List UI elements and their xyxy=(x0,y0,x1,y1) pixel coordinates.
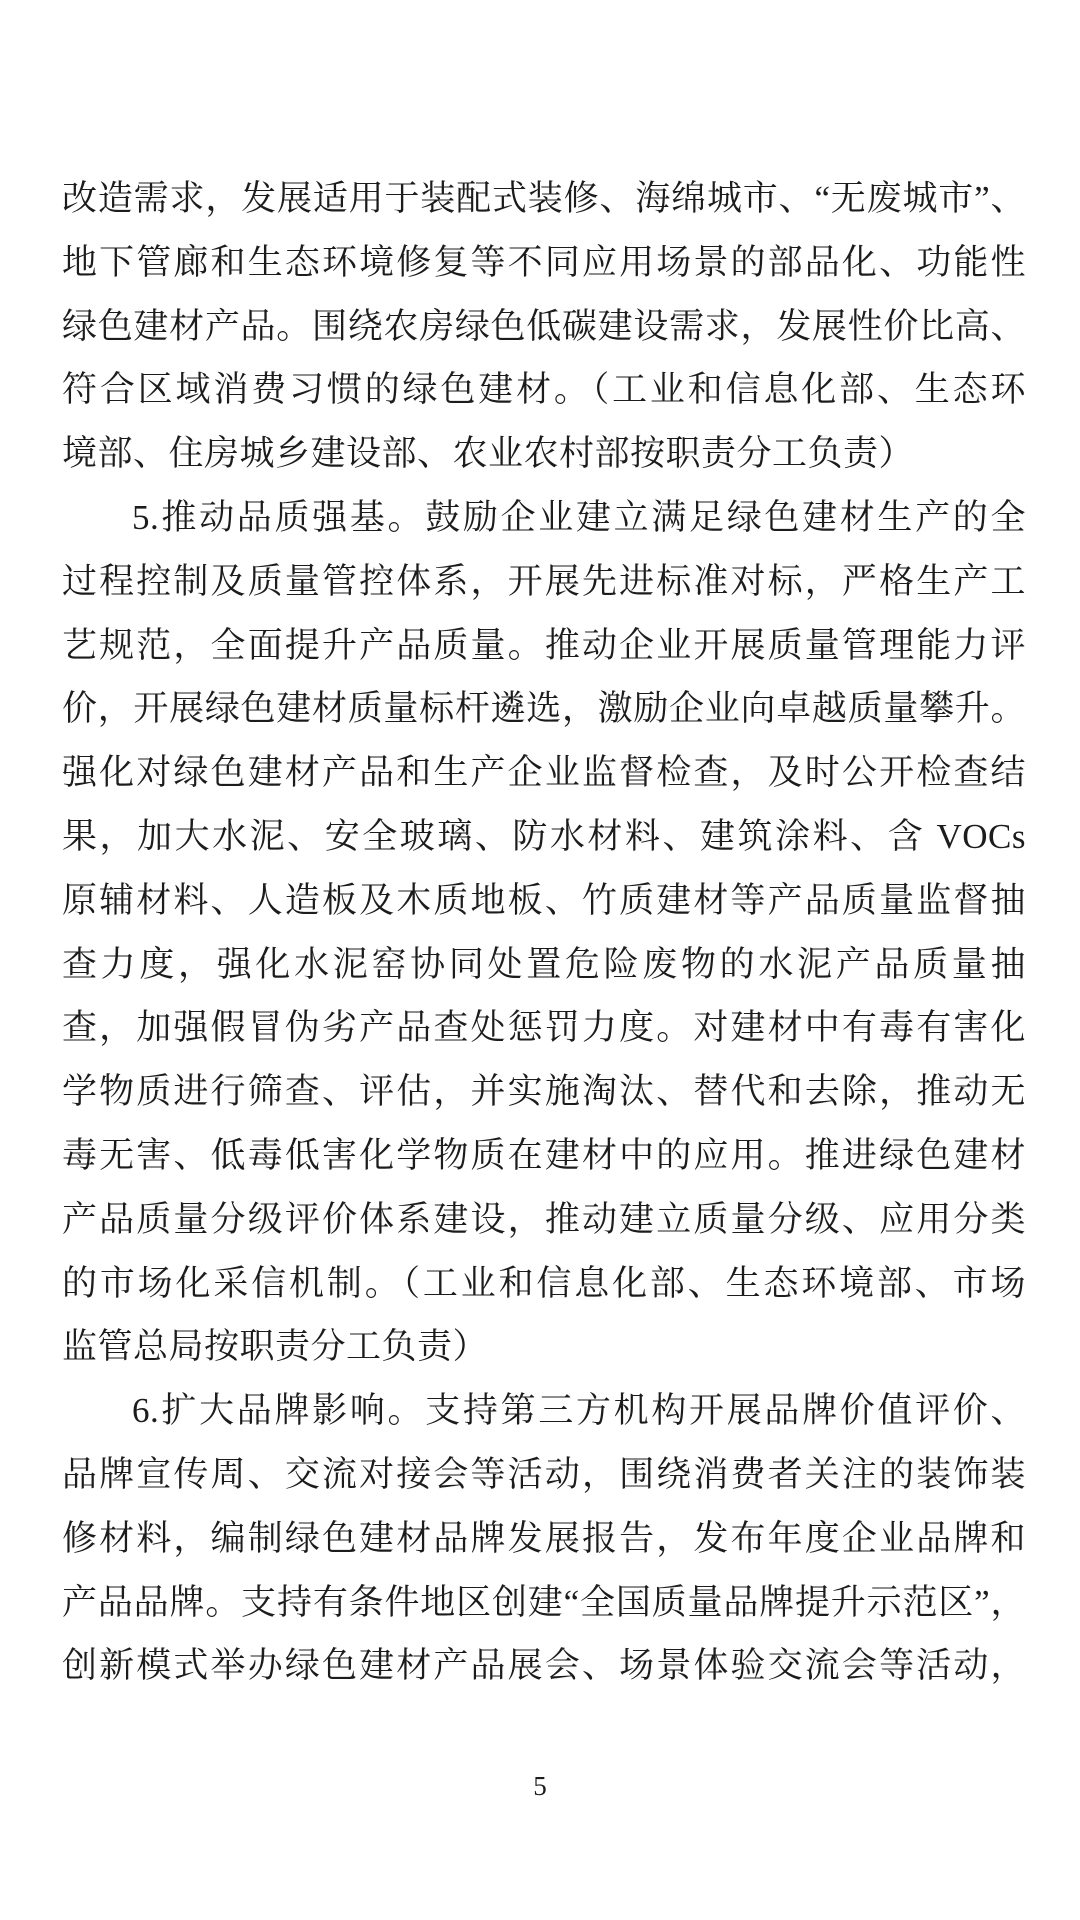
text-line: 果，加大水泥、安全玻璃、防水材料、建筑涂料、含 VOCs xyxy=(62,816,1026,856)
text-line: 的市场化采信机制。（工业和信息化部、生态环境部、市场 xyxy=(62,1263,1026,1303)
text-line: 价，开展绿色建材质量标杆遴选，激励企业向卓越质量攀升。 xyxy=(62,689,1026,729)
text-line: 绿色建材产品。围绕农房绿色低碳建设需求，发展性价比高、 xyxy=(62,306,1026,346)
text-line: 毒无害、低毒低害化学物质在建材中的应用。推进绿色建材 xyxy=(62,1135,1026,1175)
text-line: 过程控制及质量管控体系，开展先进标准对标，严格生产工 xyxy=(62,561,1026,601)
text-line: 创新模式举办绿色建材产品展会、场景体验交流会等活动， xyxy=(62,1646,1026,1686)
text-line: 产品质量分级评价体系建设，推动建立质量分级、应用分类 xyxy=(62,1199,1026,1239)
text-line: 品牌宣传周、交流对接会等活动，围绕消费者关注的装饰装 xyxy=(62,1454,1026,1494)
text-line: 查力度，强化水泥窑协同处置危险废物的水泥产品质量抽 xyxy=(62,944,1026,984)
text-line: 修材料，编制绿色建材品牌发展报告，发布年度企业品牌和 xyxy=(62,1518,1026,1558)
text-line: 原辅材料、人造板及木质地板、竹质建材等产品质量监督抽 xyxy=(62,880,1026,920)
text-line: 地下管廊和生态环境修复等不同应用场景的部品化、功能性 xyxy=(62,242,1026,282)
text-line: 监管总局按职责分工负责） xyxy=(62,1327,489,1367)
page-number: 5 xyxy=(533,1771,547,1801)
text-line: 改造需求，发展适用于装配式装修、海绵城市、“无废城市”、 xyxy=(62,179,1026,218)
text-line: 查，加强假冒伪劣产品查处惩罚力度。对建材中有毒有害化 xyxy=(62,1008,1026,1048)
text-line-paragraph-6-start: 6.扩大品牌影响。支持第三方机构开展品牌价值评价、 xyxy=(132,1391,1026,1431)
text-line-paragraph-5-start: 5.推动品质强基。鼓励企业建立满足绿色建材生产的全 xyxy=(132,497,1026,537)
text-line: 产品品牌。支持有条件地区创建“全国质量品牌提升示范区”， xyxy=(62,1582,1026,1622)
text-line: 学物质进行筛查、评估，并实施淘汰、替代和去除，推动无 xyxy=(62,1072,1026,1112)
text-line: 强化对绿色建材产品和生产企业监督检查，及时公开检查结 xyxy=(62,753,1026,793)
document-body-text xyxy=(62,167,1026,1698)
text-line: 符合区域消费习惯的绿色建材。（工业和信息化部、生态环 xyxy=(62,370,1026,410)
text-line: 境部、住房城乡建设部、农业农村部按职责分工负责） xyxy=(62,434,915,474)
text-line: 艺规范，全面提升产品质量。推动企业开展质量管理能力评 xyxy=(62,625,1026,665)
